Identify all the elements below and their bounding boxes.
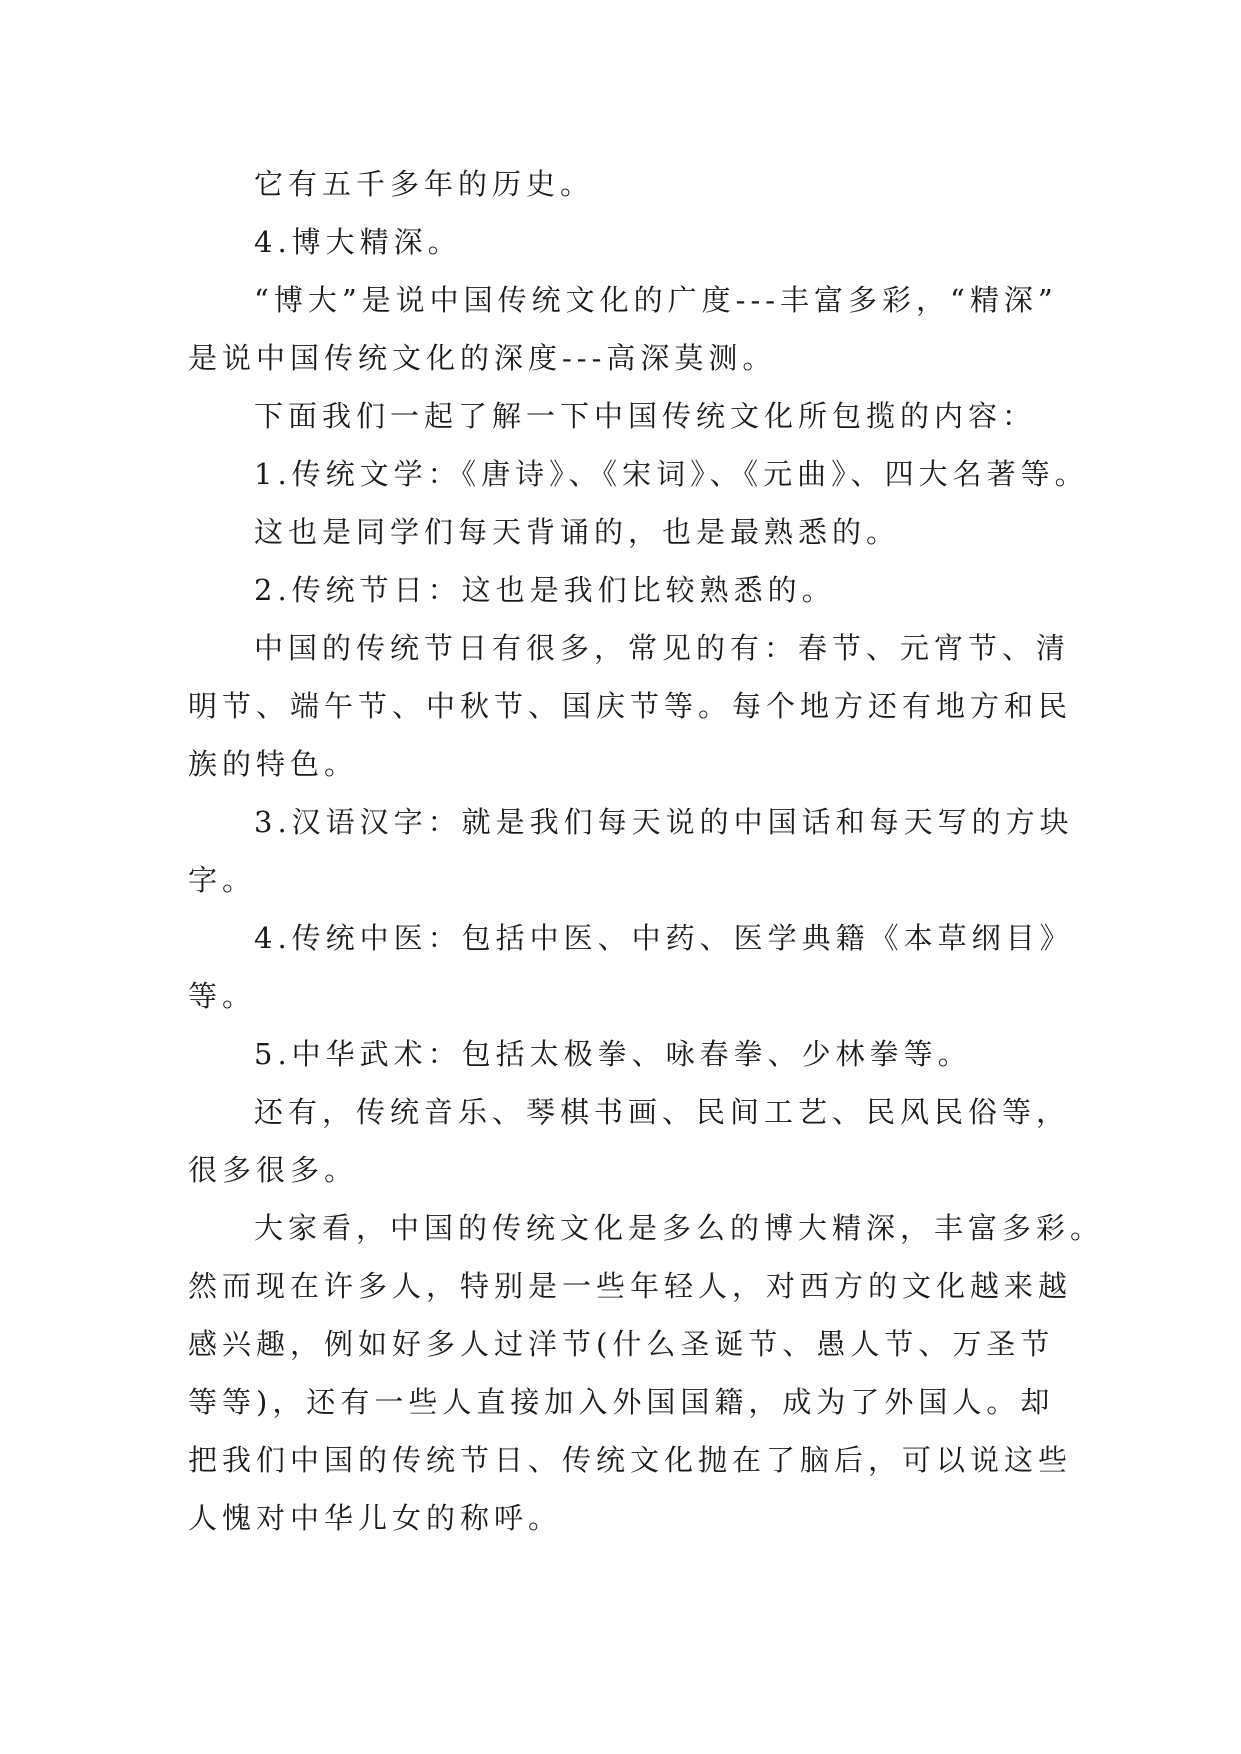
text-line: 5.中华武术：包括太极拳、咏春拳、少林拳等。 bbox=[254, 1037, 972, 1071]
text-line: 明节、端午节、中秋节、国庆节等。每个地方还有地方和民 bbox=[188, 689, 1073, 723]
text-line: 等等)，还有一些人直接加入外国国籍，成为了外国人。却 bbox=[188, 1385, 1055, 1419]
text-line: 4.博大精深。 bbox=[254, 225, 462, 259]
text-line: 1.传统文学：《唐诗》、《宋词》、《元曲》、四大名著等。 bbox=[254, 457, 1089, 491]
text-line: 2.传统节日：这也是我们比较熟悉的。 bbox=[254, 573, 836, 607]
text-line: 人愧对中华儿女的称呼。 bbox=[188, 1501, 563, 1535]
text-line: 感兴趣，例如好多人过洋节(什么圣诞节、愚人节、万圣节 bbox=[188, 1327, 1055, 1361]
text-line: 3.汉语汉字：就是我们每天说的中国话和每天写的方块 bbox=[254, 805, 1074, 839]
text-line: 把我们中国的传统节日、传统文化抛在了脑后，可以说这些 bbox=[188, 1443, 1073, 1477]
text-line: 字。 bbox=[188, 863, 257, 897]
text-line: 很多很多。 bbox=[188, 1153, 359, 1187]
text-line: 它有五千多年的历史。 bbox=[254, 167, 595, 201]
text-line: 这也是同学们每天背诵的，也是最熟悉的。 bbox=[254, 515, 901, 549]
text-line: 然而现在许多人，特别是一些年轻人，对西方的文化越来越 bbox=[188, 1269, 1073, 1303]
text-line: 大家看，中国的传统文化是多么的博大精深，丰富多彩。 bbox=[254, 1211, 1105, 1245]
text-line: 下面我们一起了解一下中国传统文化所包揽的内容： bbox=[254, 399, 1037, 433]
text-line: 是说中国传统文化的深度---高深莫测。 bbox=[188, 341, 777, 375]
text-line: “博大”是说中国传统文化的广度---丰富多彩，“精深” bbox=[254, 283, 1058, 317]
text-line: 4.传统中医：包括中医、中药、医学典籍《本草纲目》 bbox=[254, 921, 1074, 955]
text-line: 族的特色。 bbox=[188, 747, 359, 781]
text-line: 还有，传统音乐、琴棋书画、民间工艺、民风民俗等， bbox=[254, 1095, 1071, 1129]
text-line: 中国的传统节日有很多，常见的有：春节、元宵节、清 bbox=[254, 631, 1071, 665]
text-line: 等。 bbox=[188, 979, 257, 1013]
